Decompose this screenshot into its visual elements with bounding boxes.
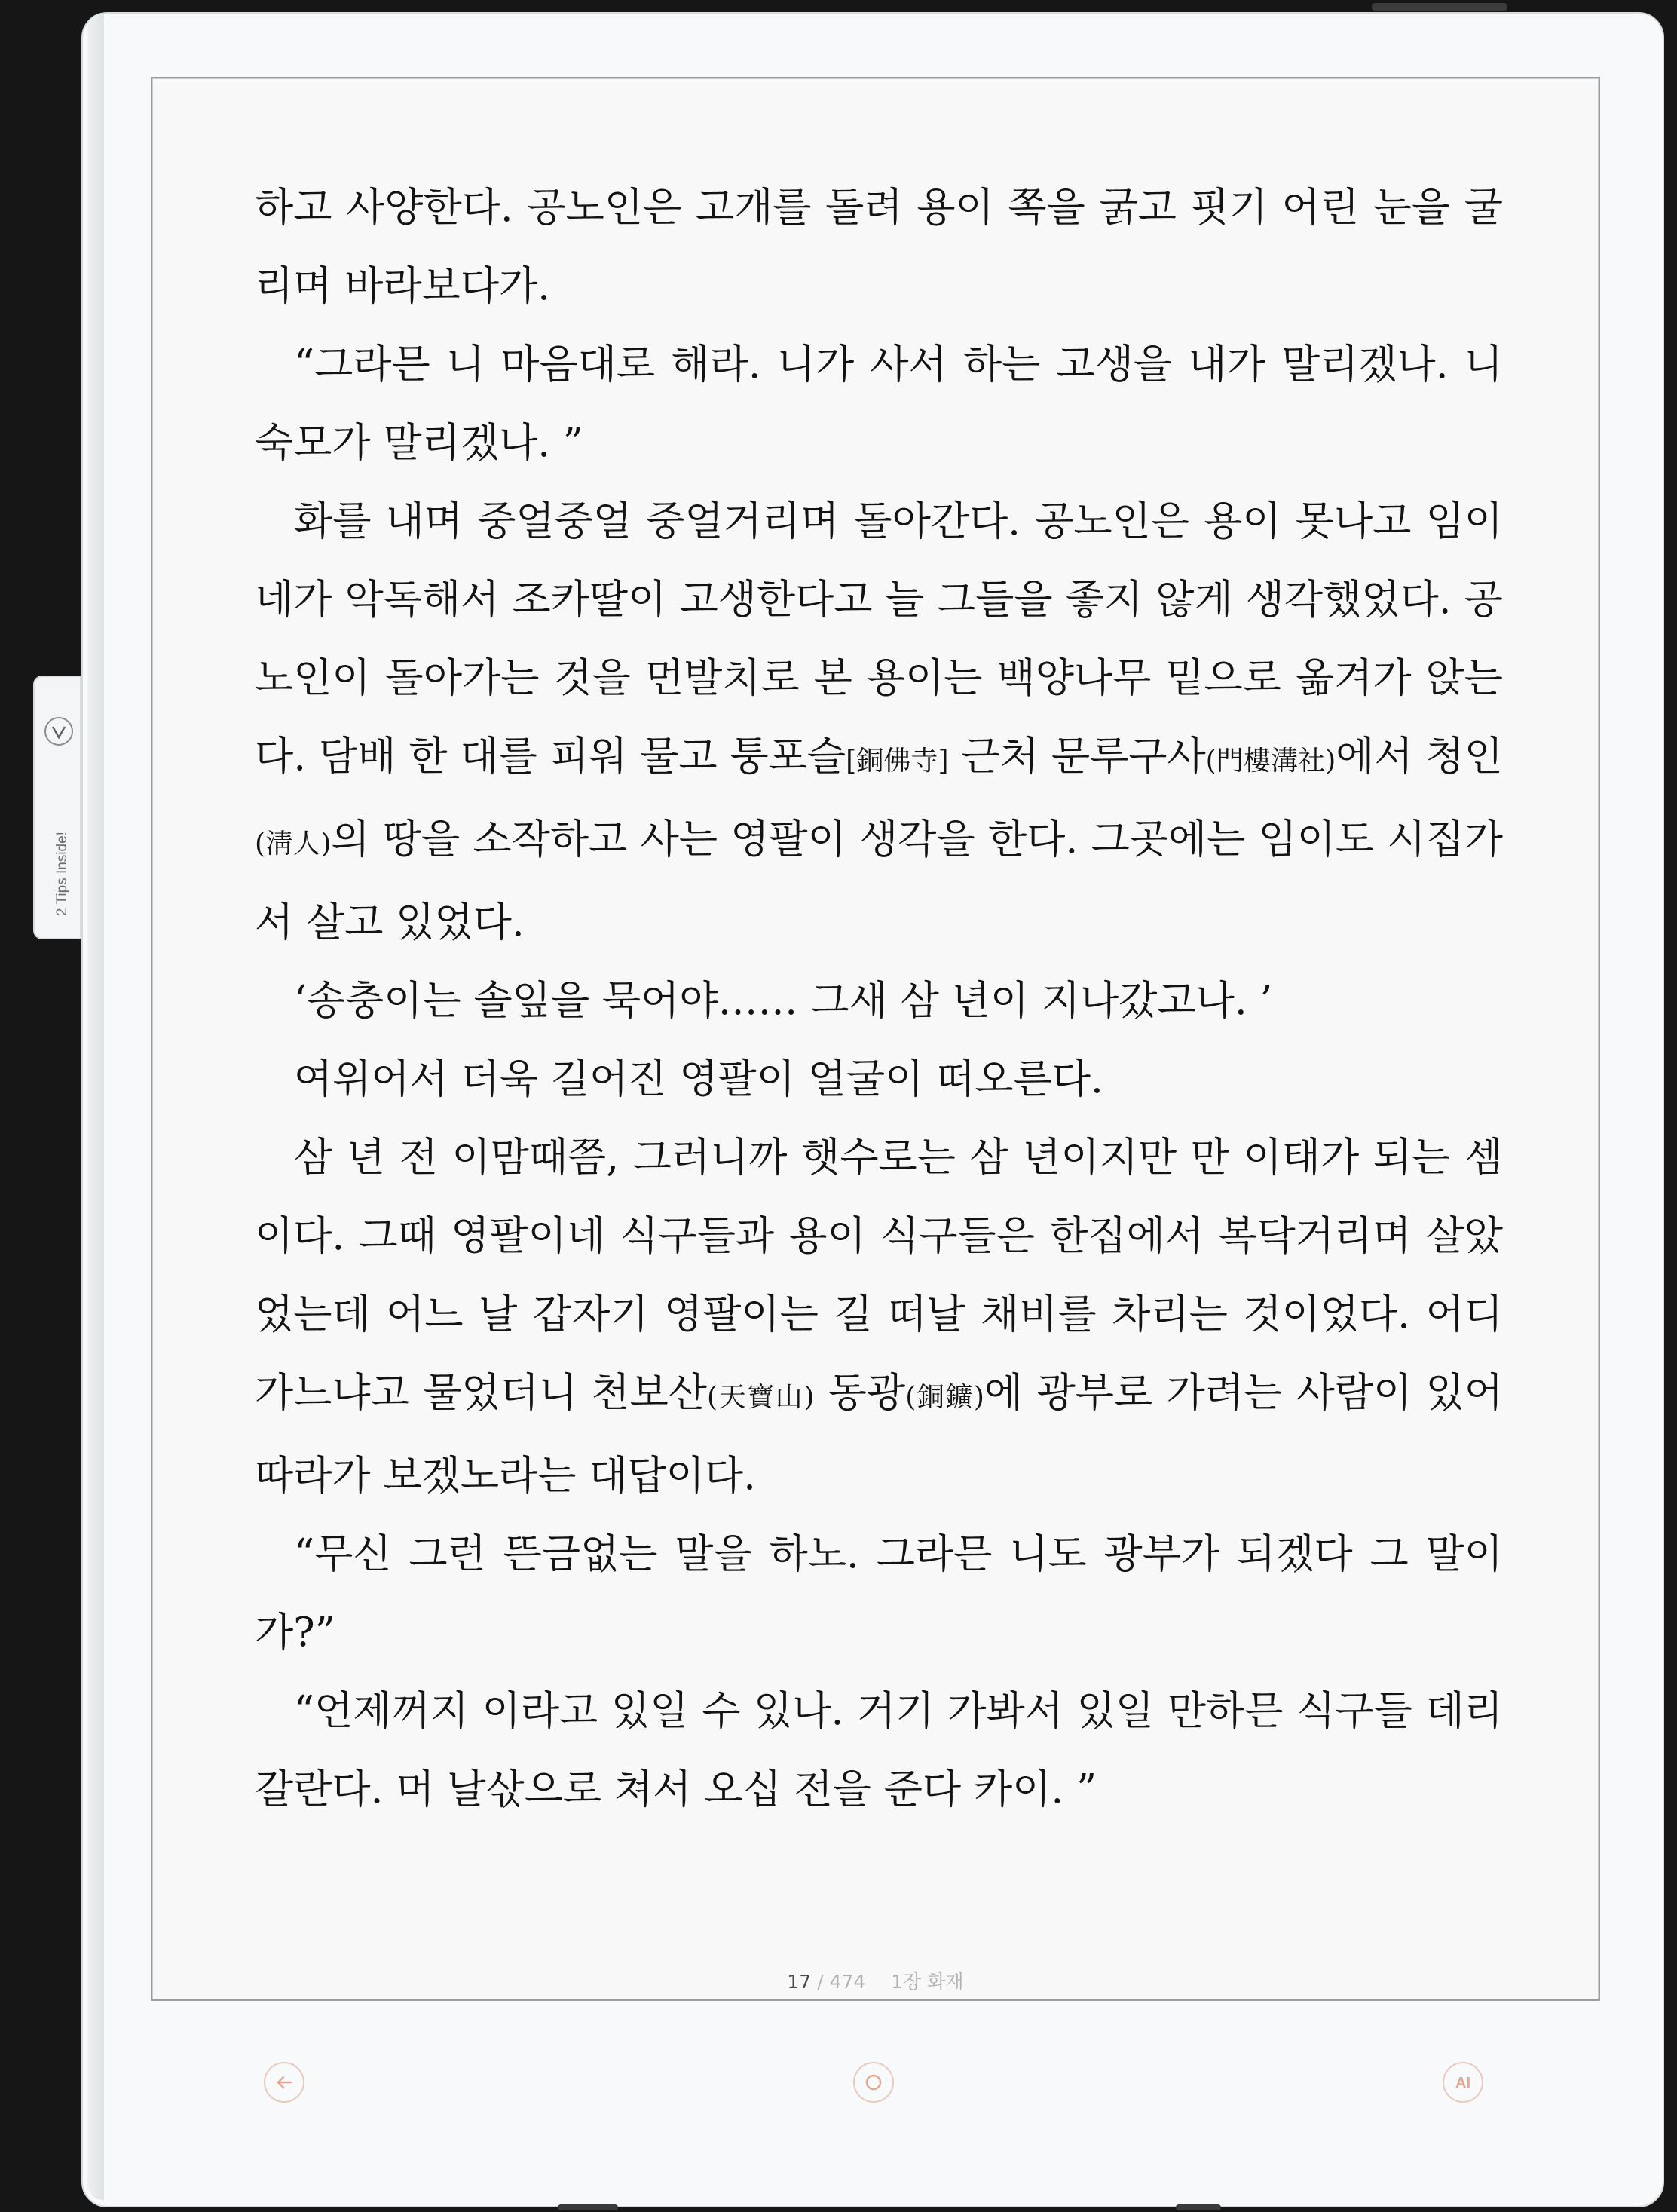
hanja-annotation: (天寶山) <box>707 1382 815 1413</box>
ai-chat-icon <box>1444 2063 1482 2101</box>
book-text <box>255 169 1503 1829</box>
page-footer <box>152 1967 1599 1994</box>
home-circle-icon <box>855 2063 892 2101</box>
device-left-edge <box>87 14 104 2200</box>
paragraph <box>255 326 1503 483</box>
back-button[interactable] <box>264 2062 304 2103</box>
arrow-left-circle-icon <box>265 2063 303 2101</box>
hanja-annotation: (銅鑛) <box>905 1382 984 1413</box>
device-bottom-port <box>1176 2204 1221 2210</box>
paragraph <box>255 1119 1503 1515</box>
page-separator: / <box>811 1971 830 1993</box>
power-button <box>1372 3 1507 11</box>
paragraph <box>255 962 1503 1040</box>
text-run: 동광 <box>814 1370 906 1416</box>
hanja-annotation: (淸人) <box>255 829 332 859</box>
reader-screen[interactable] <box>151 77 1600 2001</box>
chapter-title: 1장 화재 <box>891 1971 964 1993</box>
text-run: 의 땅을 소작하고 사는 영팔이 생각을 한다. 그곳에는 임이도 시집가서 살고 있었다. <box>255 816 1504 945</box>
text-run: “그라믄 니 마음대로 해라. 니가 사서 하는 고생을 내가 말리겠나. 니 숙모가 말리겠나. ” <box>255 342 1503 466</box>
text-run: 근처 문루구사 <box>948 734 1206 780</box>
text-run: 화를 내며 중얼중얼 중얼거리며 돌아간다. 공노인은 용이 못나고 임이네가 악독해서 조카딸이 고생한다고 늘 그들을 좋지 않게 생각했었다. 공노인이 돌아가는 것을 먼발치로 본 용이는 백양나무 밑으로 옮겨가 앉는다. 담배 한 대를 피워 물고 퉁포슬 <box>255 498 1503 780</box>
ai-label: AI <box>1455 2075 1470 2091</box>
tips-label: 2 Tips Inside! <box>54 832 70 916</box>
text-run: “무신 그런 뜬금없는 말을 하노. 그라믄 니도 광부가 되겠다 그 말이가?” <box>255 1531 1503 1656</box>
ai-button[interactable] <box>1443 2062 1483 2103</box>
text-run: 삼 년 전 이맘때쯤, 그러니까 햇수로는 삼 년이지만 만 이태가 되는 셈이다. 그때 영팔이네 식구들과 용이 식구들은 한집에서 복닥거리며 살았었는데 어느 날 갑자기 영팔이는 길 떠날 채비를 차리는 것이었다. 어디 가느냐고 물었더니 천보산 <box>255 1135 1503 1416</box>
hanja-annotation: [銅佛寺] <box>846 746 949 777</box>
total-pages: 474 <box>829 1971 866 1993</box>
paragraph <box>255 1040 1503 1119</box>
paragraph <box>255 1672 1503 1829</box>
hanja-annotation: (門樓溝社) <box>1205 746 1336 777</box>
tips-tab[interactable] <box>33 676 81 939</box>
text-run: 하고 사양한다. 공노인은 고개를 돌려 용이 쪽을 굵고 핏기 어린 눈을 굴리며 바라보다가. <box>255 185 1503 309</box>
paragraph <box>255 483 1503 962</box>
text-run: ‘송충이는 솔잎을 묵어야…… 그새 삼 년이 지나갔고나. ’ <box>294 978 1273 1024</box>
paragraph <box>255 1515 1503 1672</box>
text-run: 여위어서 더욱 길어진 영팔이 얼굴이 떠오른다. <box>294 1056 1103 1102</box>
text-run: “언제꺼지 이라고 있일 수 있나. 거기 가봐서 있일 만하믄 식구들 데리갈란다. 머 날삯으로 쳐서 오십 전을 준다 카이. ” <box>255 1688 1503 1812</box>
tips-logo-icon <box>42 715 75 748</box>
text-run: 에 광부로 가려는 사람이 있어 따라가 보겠노라는 대답이다. <box>255 1370 1504 1499</box>
paragraph <box>255 169 1503 326</box>
device-bottom-port <box>558 2204 618 2210</box>
text-run: 에서 청인 <box>1336 734 1504 780</box>
current-page: 17 <box>787 1971 812 1993</box>
home-button[interactable] <box>853 2062 894 2103</box>
